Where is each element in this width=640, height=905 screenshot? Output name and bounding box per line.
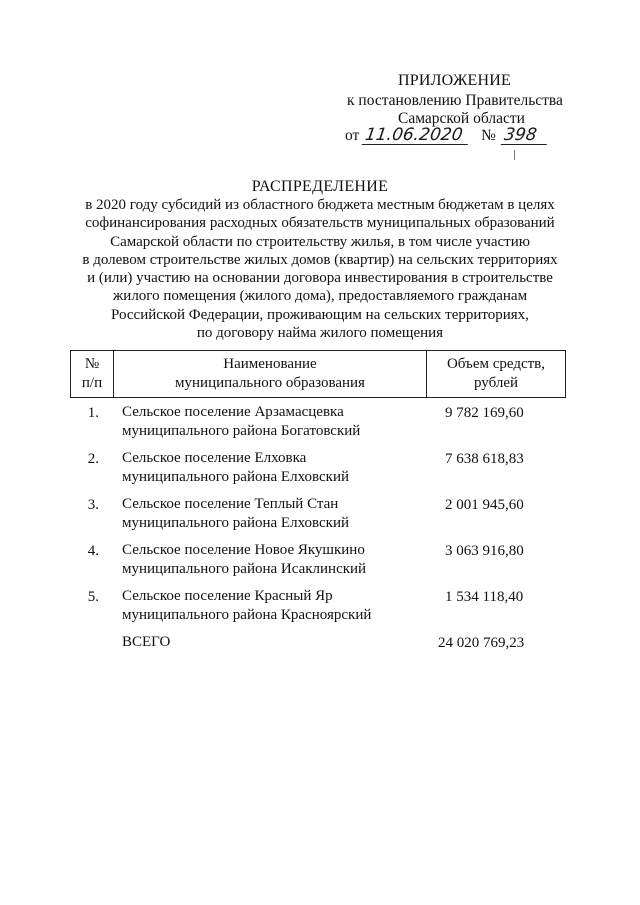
row-amount: 1 534 118,40 [445,589,524,605]
description-line: жилого помещения (жилого дома), предоставляемого гражданам [112,288,528,305]
appendix-region-line: Самарской области [398,110,525,127]
table-row [70,587,566,633]
row-municipality [113,449,426,495]
header-amount-line1: Объем средств, [446,356,546,372]
table-row [70,449,566,495]
appendix-date-row [345,127,548,145]
row-municipality [113,403,426,449]
header-number-line1: № [84,356,100,372]
description-line: и (или) участию на основании договора инвестирования в строительстве [87,270,553,287]
row-municipality [113,541,426,587]
table-row [70,403,566,449]
header-number-line2: п/п [81,375,103,391]
municipality-settlement: Сельское поселение Елховка [122,450,307,466]
table-header [70,350,566,398]
total-label: ВСЕГО [122,634,171,650]
row-number: 5. [87,589,99,605]
municipality-district: муниципального района Красноярский [122,607,372,623]
description-line: по договору найма жилого помещения [196,325,444,342]
total-amount: 24 020 769,23 [438,635,525,651]
row-amount: 9 782 169,60 [445,405,524,421]
row-number: 2. [87,451,99,467]
document-description [60,196,580,342]
municipality-settlement: Сельское поселение Арзамасцевка [122,404,344,420]
row-number: 4. [87,543,99,559]
handwritten-number: 398 [500,127,549,145]
number-label: № [481,127,496,144]
header-name-column [114,351,427,397]
description-line: Самарской области по строительству жилья, в том числе участию [110,233,530,250]
description-line: в долевом строительстве жилых домов (квартир) на сельских территориях [82,251,558,268]
total-number-cell [70,633,113,657]
municipality-district: муниципального района Исаклинский [122,561,367,577]
scan-artifact [514,150,515,160]
table-row [70,541,566,587]
from-label: от [345,127,360,144]
header-name-line2: муниципального образования [175,375,365,391]
description-line: в 2020 году субсидий из областного бюджета местным бюджетам в целях [85,197,555,213]
row-amount: 2 001 945,60 [445,497,524,513]
appendix-resolution-line: к постановлению Правительства [347,92,563,109]
table-row [70,495,566,541]
header-name-line1: Наименование [223,356,317,372]
description-line: Российской Федерации, проживающим на сельских территориях, [111,306,529,323]
document-title: РАСПРЕДЕЛЕНИЕ [251,178,389,195]
row-amount: 7 638 618,83 [445,451,524,467]
row-municipality [113,587,426,633]
appendix-title: ПРИЛОЖЕНИЕ [398,72,512,89]
municipality-settlement: Сельское поселение Новое Якушкино [122,542,365,558]
handwritten-date: 11.06.2020 [362,127,471,145]
header-number-column [71,351,114,397]
header-amount-column [427,351,565,397]
row-number: 1. [87,405,99,421]
municipality-district: муниципального района Богатовский [122,423,361,439]
row-amount: 3 063 916,80 [445,543,524,559]
row-number: 3. [87,497,99,513]
header-amount-line2: рублей [473,375,519,391]
municipality-settlement: Сельское поселение Красный Яр [122,588,333,604]
description-line: софинансирования расходных обязательств муниципальных образований [85,215,555,232]
municipality-settlement: Сельское поселение Теплый Стан [122,496,339,512]
row-municipality [113,495,426,541]
municipality-district: муниципального района Елховский [122,469,349,485]
total-row [70,633,566,657]
municipality-district: муниципального района Елховский [122,515,349,531]
table-body [70,403,566,657]
